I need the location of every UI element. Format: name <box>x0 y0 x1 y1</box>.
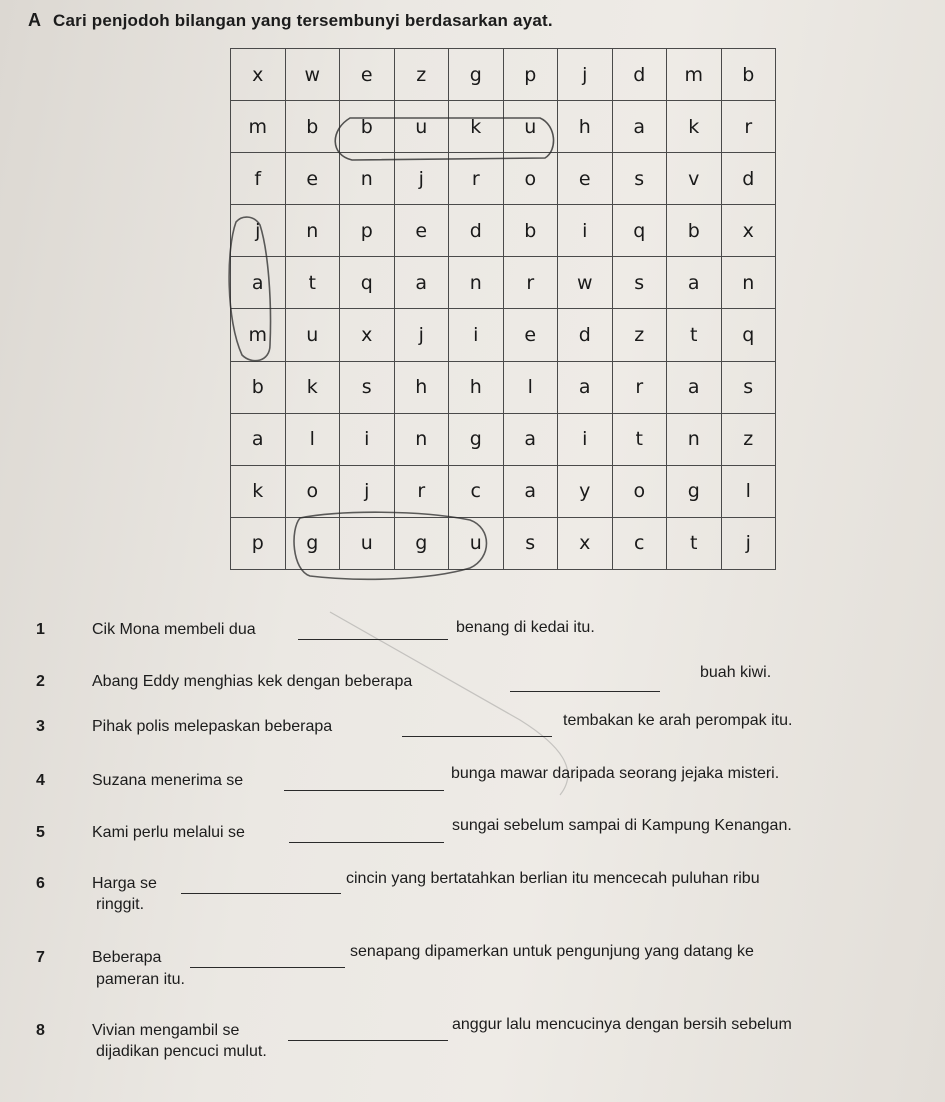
grid-cell[interactable]: t <box>667 517 722 569</box>
grid-cell[interactable]: a <box>558 361 613 413</box>
grid-cell[interactable]: j <box>231 205 286 257</box>
grid-cell[interactable]: h <box>394 361 449 413</box>
answer-blank-1[interactable] <box>298 639 448 640</box>
grid-row <box>231 517 776 569</box>
grid-cell[interactable]: l <box>285 413 340 465</box>
question-text-after: buah kiwi. <box>700 664 772 681</box>
question-1 <box>36 619 256 641</box>
grid-cell[interactable]: j <box>340 465 395 517</box>
grid-row <box>231 205 776 257</box>
grid-cell[interactable]: i <box>449 309 504 361</box>
grid-cell[interactable]: g <box>449 413 504 465</box>
grid-cell[interactable]: c <box>449 465 504 517</box>
grid-row <box>231 101 776 153</box>
grid-cell[interactable]: y <box>558 465 613 517</box>
grid-cell[interactable]: i <box>340 413 395 465</box>
question-text-continued: pameran itu. <box>96 971 185 988</box>
grid-cell[interactable]: z <box>612 309 667 361</box>
grid-row <box>231 257 776 309</box>
grid-cell[interactable]: n <box>340 153 395 205</box>
grid-cell[interactable]: w <box>558 257 613 309</box>
answer-blank-5[interactable] <box>289 842 444 843</box>
grid-cell[interactable]: i <box>558 205 613 257</box>
grid-cell[interactable]: d <box>558 309 613 361</box>
question-4 <box>36 770 243 792</box>
grid-cell[interactable]: b <box>503 205 558 257</box>
question-text-after: cincin yang bertatahkan berlian itu mencecah puluhan ribu <box>346 870 760 887</box>
grid-cell[interactable]: a <box>667 361 722 413</box>
grid-cell[interactable]: s <box>503 517 558 569</box>
question-text-after: senapang dipamerkan untuk pengunjung yang datang ke <box>350 943 754 960</box>
grid-cell[interactable]: x <box>340 309 395 361</box>
grid-cell[interactable]: u <box>449 517 504 569</box>
grid-cell[interactable]: u <box>503 101 558 153</box>
grid-cell[interactable]: a <box>503 413 558 465</box>
grid-cell[interactable]: u <box>285 309 340 361</box>
grid-cell[interactable]: s <box>340 361 395 413</box>
grid-cell[interactable]: b <box>667 205 722 257</box>
grid-cell[interactable]: e <box>503 309 558 361</box>
grid-cell[interactable]: l <box>503 361 558 413</box>
answer-blank-3[interactable] <box>402 736 552 737</box>
grid-cell[interactable]: m <box>231 101 286 153</box>
answer-blank-4[interactable] <box>284 790 444 791</box>
grid-cell[interactable]: z <box>394 49 449 101</box>
question-number: 3 <box>36 718 45 735</box>
grid-cell[interactable]: g <box>394 517 449 569</box>
question-number: 7 <box>36 949 45 966</box>
question-6 <box>36 873 157 895</box>
grid-cell[interactable]: v <box>667 153 722 205</box>
grid-cell[interactable]: x <box>558 517 613 569</box>
grid-cell[interactable]: h <box>449 361 504 413</box>
grid-cell[interactable]: e <box>558 153 613 205</box>
grid-cell[interactable]: o <box>503 153 558 205</box>
grid-cell[interactable]: s <box>612 257 667 309</box>
grid-cell[interactable]: r <box>394 465 449 517</box>
grid-cell[interactable]: n <box>285 205 340 257</box>
question-number: 5 <box>36 824 45 841</box>
grid-cell[interactable]: n <box>667 413 722 465</box>
grid-cell[interactable]: k <box>285 361 340 413</box>
grid-cell[interactable]: b <box>721 49 776 101</box>
grid-cell[interactable]: h <box>558 101 613 153</box>
grid-cell[interactable]: e <box>285 153 340 205</box>
section-letter: A <box>28 10 41 30</box>
grid-cell[interactable]: q <box>721 309 776 361</box>
grid-cell[interactable]: u <box>340 517 395 569</box>
question-2 <box>36 671 412 693</box>
question-text-after: sungai sebelum sampai di Kampung Kenangan. <box>452 817 792 834</box>
grid-cell[interactable]: o <box>285 465 340 517</box>
grid-cell[interactable]: s <box>612 153 667 205</box>
grid-cell[interactable]: t <box>285 257 340 309</box>
question-text-after: bunga mawar daripada seorang jejaka misteri. <box>451 765 780 782</box>
question-3 <box>36 716 332 738</box>
grid-cell[interactable]: a <box>503 465 558 517</box>
grid-row <box>231 153 776 205</box>
grid-cell[interactable]: t <box>612 413 667 465</box>
answer-blank-7[interactable] <box>190 967 345 968</box>
grid-row <box>231 465 776 517</box>
grid-cell[interactable]: d <box>449 205 504 257</box>
grid-row <box>231 361 776 413</box>
grid-cell[interactable]: e <box>340 49 395 101</box>
question-7 <box>36 947 161 969</box>
grid-cell[interactable]: k <box>667 101 722 153</box>
question-number: 4 <box>36 772 45 789</box>
grid-cell[interactable]: j <box>394 309 449 361</box>
grid-cell[interactable]: p <box>231 517 286 569</box>
grid-cell[interactable]: r <box>449 153 504 205</box>
grid-cell[interactable]: m <box>667 49 722 101</box>
grid-cell[interactable]: s <box>721 361 776 413</box>
question-text-after: benang di kedai itu. <box>456 619 595 636</box>
question-text-continued: ringgit. <box>96 896 145 913</box>
question-text-before: Harga se <box>92 875 157 892</box>
grid-cell[interactable]: j <box>394 153 449 205</box>
question-text-after: tembakan ke arah perompak itu. <box>563 712 793 729</box>
question-text-before: Cik Mona membeli dua <box>92 621 256 638</box>
grid-cell[interactable]: m <box>231 309 286 361</box>
grid-cell[interactable]: l <box>721 465 776 517</box>
question-8 <box>36 1020 239 1042</box>
grid-cell[interactable]: p <box>503 49 558 101</box>
grid-cell[interactable]: g <box>667 465 722 517</box>
grid-cell[interactable]: t <box>667 309 722 361</box>
grid-cell[interactable]: j <box>721 517 776 569</box>
question-text-before: Vivian mengambil se <box>92 1022 240 1039</box>
question-text-after: anggur lalu mencucinya dengan bersih sebelum <box>452 1016 792 1033</box>
grid-cell[interactable]: u <box>394 101 449 153</box>
grid-cell[interactable]: n <box>449 257 504 309</box>
grid-cell[interactable]: a <box>231 257 286 309</box>
question-text-before: Kami perlu melalui se <box>92 824 245 841</box>
grid-cell[interactable]: o <box>612 465 667 517</box>
grid-cell[interactable]: a <box>394 257 449 309</box>
grid-row <box>231 309 776 361</box>
grid-cell[interactable]: d <box>721 153 776 205</box>
grid-cell[interactable]: x <box>231 49 286 101</box>
grid-cell[interactable]: p <box>340 205 395 257</box>
grid-cell[interactable]: b <box>285 101 340 153</box>
grid-cell[interactable]: r <box>612 361 667 413</box>
answer-blank-2[interactable] <box>510 691 660 692</box>
grid-cell[interactable]: a <box>231 413 286 465</box>
answer-blank-6[interactable] <box>181 893 341 894</box>
grid-cell[interactable]: k <box>231 465 286 517</box>
grid-cell[interactable]: d <box>612 49 667 101</box>
question-number: 1 <box>36 621 45 638</box>
grid-cell[interactable]: q <box>612 205 667 257</box>
answer-blank-8[interactable] <box>288 1040 448 1041</box>
question-5 <box>36 822 245 844</box>
grid-cell[interactable]: c <box>612 517 667 569</box>
question-text-before: Suzana menerima se <box>92 772 244 789</box>
question-text-before: Beberapa <box>92 949 162 966</box>
word-search-table <box>230 48 776 570</box>
grid-cell[interactable]: r <box>721 101 776 153</box>
section-instruction: Cari penjodoh bilangan yang tersembunyi berdasarkan ayat. <box>53 10 553 30</box>
grid-cell[interactable]: k <box>449 101 504 153</box>
grid-cell[interactable]: f <box>231 153 286 205</box>
grid-cell[interactable]: a <box>612 101 667 153</box>
grid-cell[interactable]: x <box>721 205 776 257</box>
question-text-continued: dijadikan pencuci mulut. <box>96 1043 267 1060</box>
grid-cell[interactable]: n <box>394 413 449 465</box>
grid-cell[interactable]: i <box>558 413 613 465</box>
section-heading <box>28 10 553 31</box>
question-number: 8 <box>36 1022 45 1039</box>
grid-row <box>231 413 776 465</box>
grid-cell[interactable]: e <box>394 205 449 257</box>
question-text-before: Abang Eddy menghias kek dengan beberapa <box>92 673 413 690</box>
grid-row <box>231 49 776 101</box>
word-search-grid <box>230 48 776 570</box>
grid-cell[interactable]: z <box>721 413 776 465</box>
grid-cell[interactable]: w <box>285 49 340 101</box>
question-text-before: Pihak polis melepaskan beberapa <box>92 718 333 735</box>
grid-cell[interactable]: n <box>721 257 776 309</box>
grid-cell[interactable]: g <box>285 517 340 569</box>
question-number: 2 <box>36 673 45 690</box>
grid-cell[interactable]: b <box>231 361 286 413</box>
grid-cell[interactable]: q <box>340 257 395 309</box>
grid-cell[interactable]: r <box>503 257 558 309</box>
grid-cell[interactable]: b <box>340 101 395 153</box>
grid-cell[interactable]: j <box>558 49 613 101</box>
grid-cell[interactable]: g <box>449 49 504 101</box>
question-number: 6 <box>36 875 45 892</box>
grid-cell[interactable]: a <box>667 257 722 309</box>
